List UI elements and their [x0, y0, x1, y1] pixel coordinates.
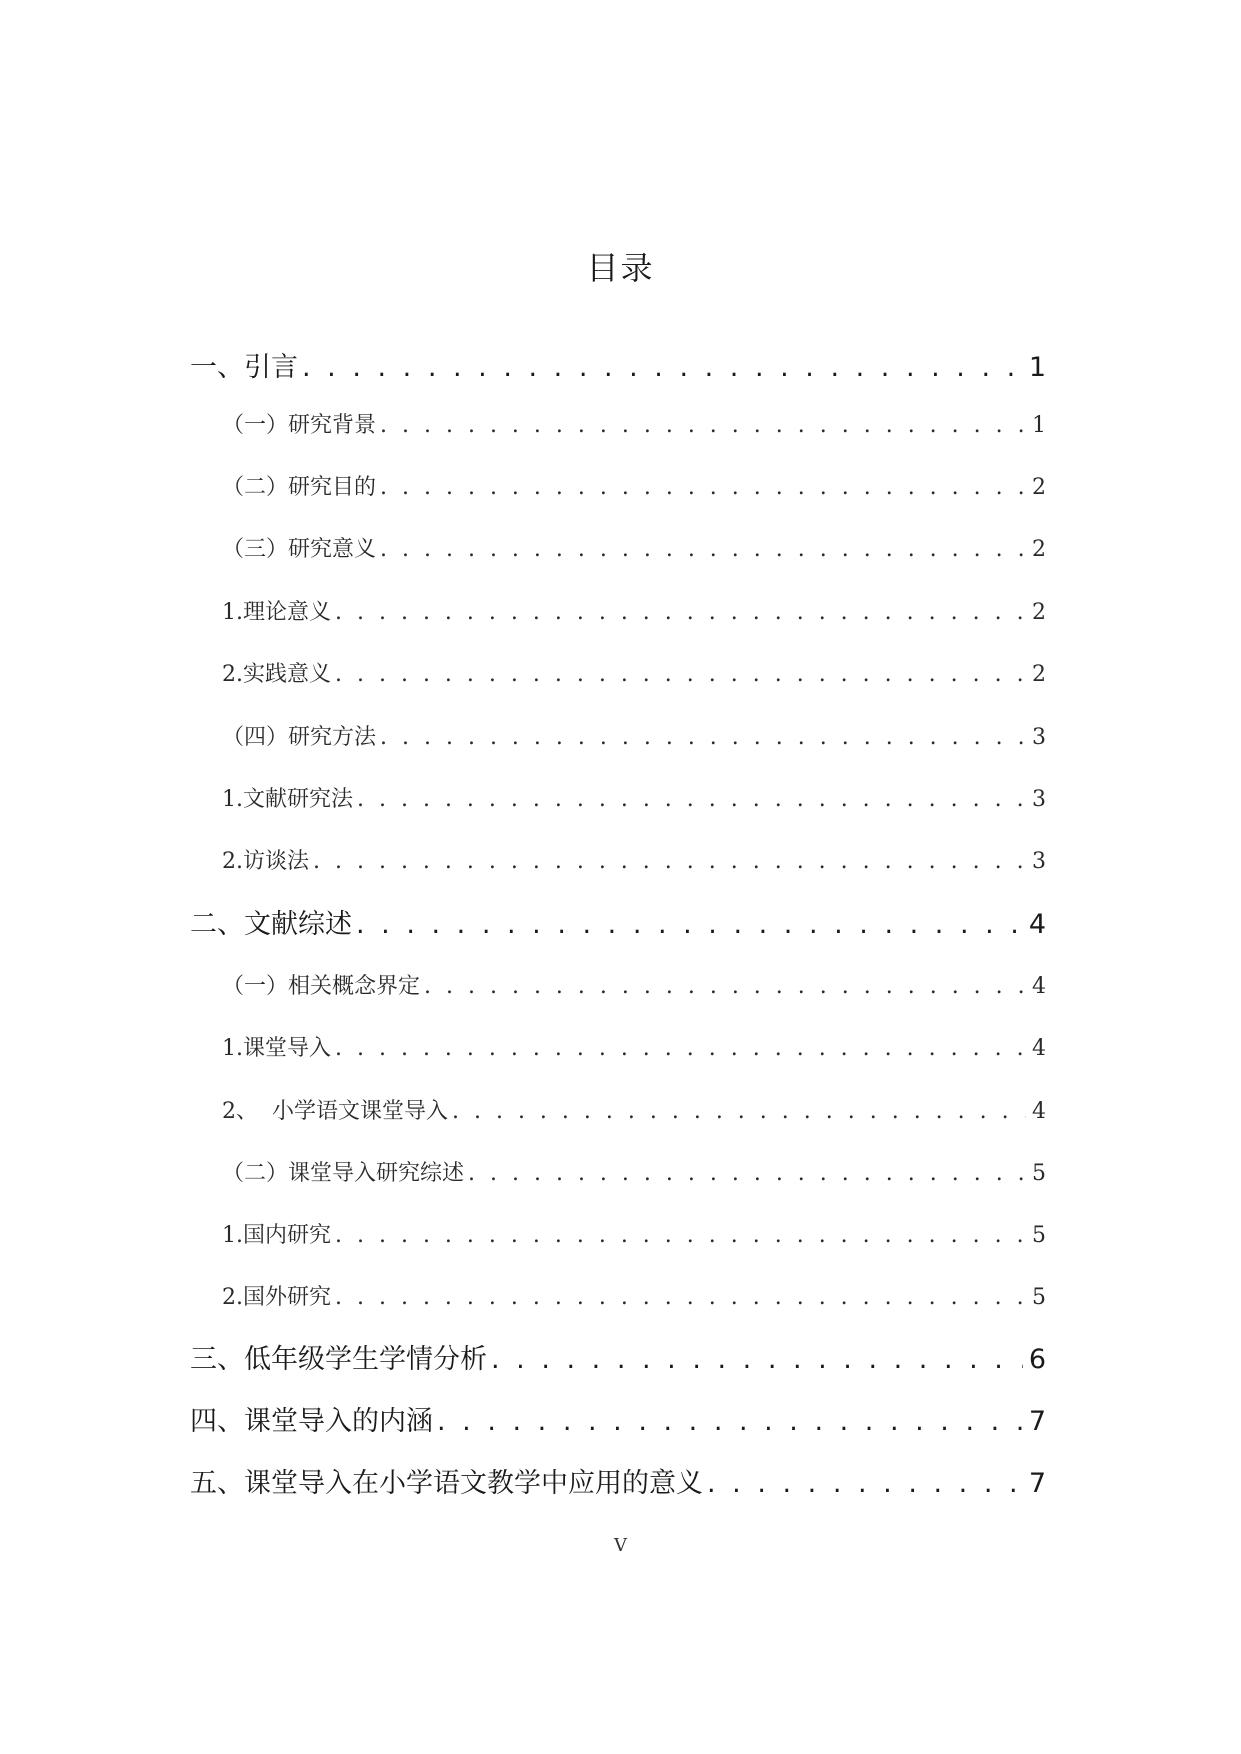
toc-entry-page-number: 5 [1032, 1285, 1046, 1310]
toc-entry-label: （二）研究目的 [222, 475, 377, 500]
dot-leader [302, 350, 1023, 386]
toc-entry-page-number: 6 [1028, 1344, 1046, 1375]
toc-entry-label: 1.理论意义 [222, 600, 331, 625]
toc-entry-subsection[interactable] [222, 659, 1046, 691]
toc-entry-page-number: 4 [1032, 974, 1046, 999]
dot-leader [437, 1404, 1023, 1440]
dot-leader [452, 1096, 1026, 1128]
toc-entry-page-number: 3 [1032, 787, 1046, 812]
toc-entry-page-number: 5 [1032, 1223, 1046, 1248]
dot-leader [313, 846, 1026, 878]
toc-entry-chapter[interactable] [190, 1404, 1046, 1440]
toc-entry-label: （四）研究方法 [222, 725, 377, 750]
toc-entry-section[interactable] [222, 410, 1046, 442]
dot-leader [335, 597, 1026, 629]
toc-entry-label: 1.国内研究 [222, 1223, 331, 1248]
toc-entry-chapter[interactable] [190, 907, 1046, 943]
toc-entry-label: 1.文献研究法 [222, 787, 353, 812]
toc-entry-section[interactable] [222, 971, 1046, 1003]
toc-entry-subsection[interactable] [222, 1096, 1046, 1128]
toc-entry-section[interactable] [222, 472, 1046, 504]
toc-entry-label: 五、课堂导入在小学语文教学中应用的意义 [190, 1468, 703, 1499]
toc-entry-page-number: 3 [1032, 725, 1046, 750]
toc-entry-page-number: 2 [1032, 475, 1046, 500]
toc-entry-subsection[interactable] [222, 597, 1046, 629]
page-footer-number: V [614, 1535, 627, 1556]
dot-leader [707, 1466, 1023, 1502]
dot-leader [380, 472, 1026, 504]
toc-entry-page-number: 4 [1032, 1036, 1046, 1061]
toc-entry-label: 2.国外研究 [222, 1285, 331, 1310]
toc-entry-page-number: 3 [1032, 849, 1046, 874]
toc-entry-page-number: 7 [1028, 1468, 1046, 1499]
dot-leader [335, 1282, 1026, 1314]
toc-entry-subsection[interactable] [222, 784, 1046, 816]
toc-entry-chapter[interactable] [190, 1466, 1046, 1502]
toc-entry-label: （二）课堂导入研究综述 [222, 1161, 465, 1186]
dot-leader [380, 410, 1026, 442]
toc-entry-label: 2.访谈法 [222, 849, 309, 874]
toc-entry-page-number: 4 [1032, 1099, 1046, 1124]
toc-entry-section[interactable] [222, 534, 1046, 566]
toc-entry-label: 二、文献综述 [190, 909, 352, 940]
toc-entry-page-number: 5 [1032, 1161, 1046, 1186]
toc-entry-subsection[interactable] [222, 1282, 1046, 1314]
toc-entry-chapter[interactable] [190, 350, 1046, 386]
dot-leader [335, 659, 1026, 691]
toc-entry-label: （一）相关概念界定 [222, 974, 421, 999]
toc-entry-page-number: 4 [1028, 909, 1046, 940]
dot-leader [356, 907, 1023, 943]
toc-entry-chapter[interactable] [190, 1342, 1046, 1378]
toc-entry-page-number: 2 [1032, 537, 1046, 562]
dot-leader [468, 1158, 1026, 1190]
toc-entry-label: （一）研究背景 [222, 413, 377, 438]
dot-leader [357, 784, 1026, 816]
toc-entry-page-number: 7 [1028, 1406, 1046, 1437]
toc-entry-page-number: 1 [1032, 413, 1046, 438]
toc-entry-label: 一、引言 [190, 352, 298, 383]
toc-entry-subsection[interactable] [222, 1033, 1046, 1065]
toc-entry-label: 2、 小学语文课堂导入 [222, 1099, 448, 1124]
dot-leader [491, 1342, 1023, 1378]
dot-leader [424, 971, 1026, 1003]
toc-entry-label: 三、低年级学生学情分析 [190, 1344, 487, 1375]
toc-entry-section[interactable] [222, 722, 1046, 754]
toc-entry-subsection[interactable] [222, 846, 1046, 878]
toc-entry-label: 四、课堂导入的内涵 [190, 1406, 433, 1437]
toc-entry-page-number: 2 [1032, 662, 1046, 687]
dot-leader [335, 1220, 1026, 1252]
toc-heading: 目录 [586, 249, 655, 287]
toc-entry-page-number: 2 [1032, 600, 1046, 625]
toc-entry-page-number: 1 [1028, 352, 1046, 383]
dot-leader [335, 1033, 1026, 1065]
toc-entry-subsection[interactable] [222, 1220, 1046, 1252]
dot-leader [380, 534, 1026, 566]
toc-entry-section[interactable] [222, 1158, 1046, 1190]
toc-entry-label: 1.课堂导入 [222, 1036, 331, 1061]
dot-leader [380, 722, 1026, 754]
toc-entry-label: （三）研究意义 [222, 537, 377, 562]
toc-entry-label: 2.实践意义 [222, 662, 331, 687]
